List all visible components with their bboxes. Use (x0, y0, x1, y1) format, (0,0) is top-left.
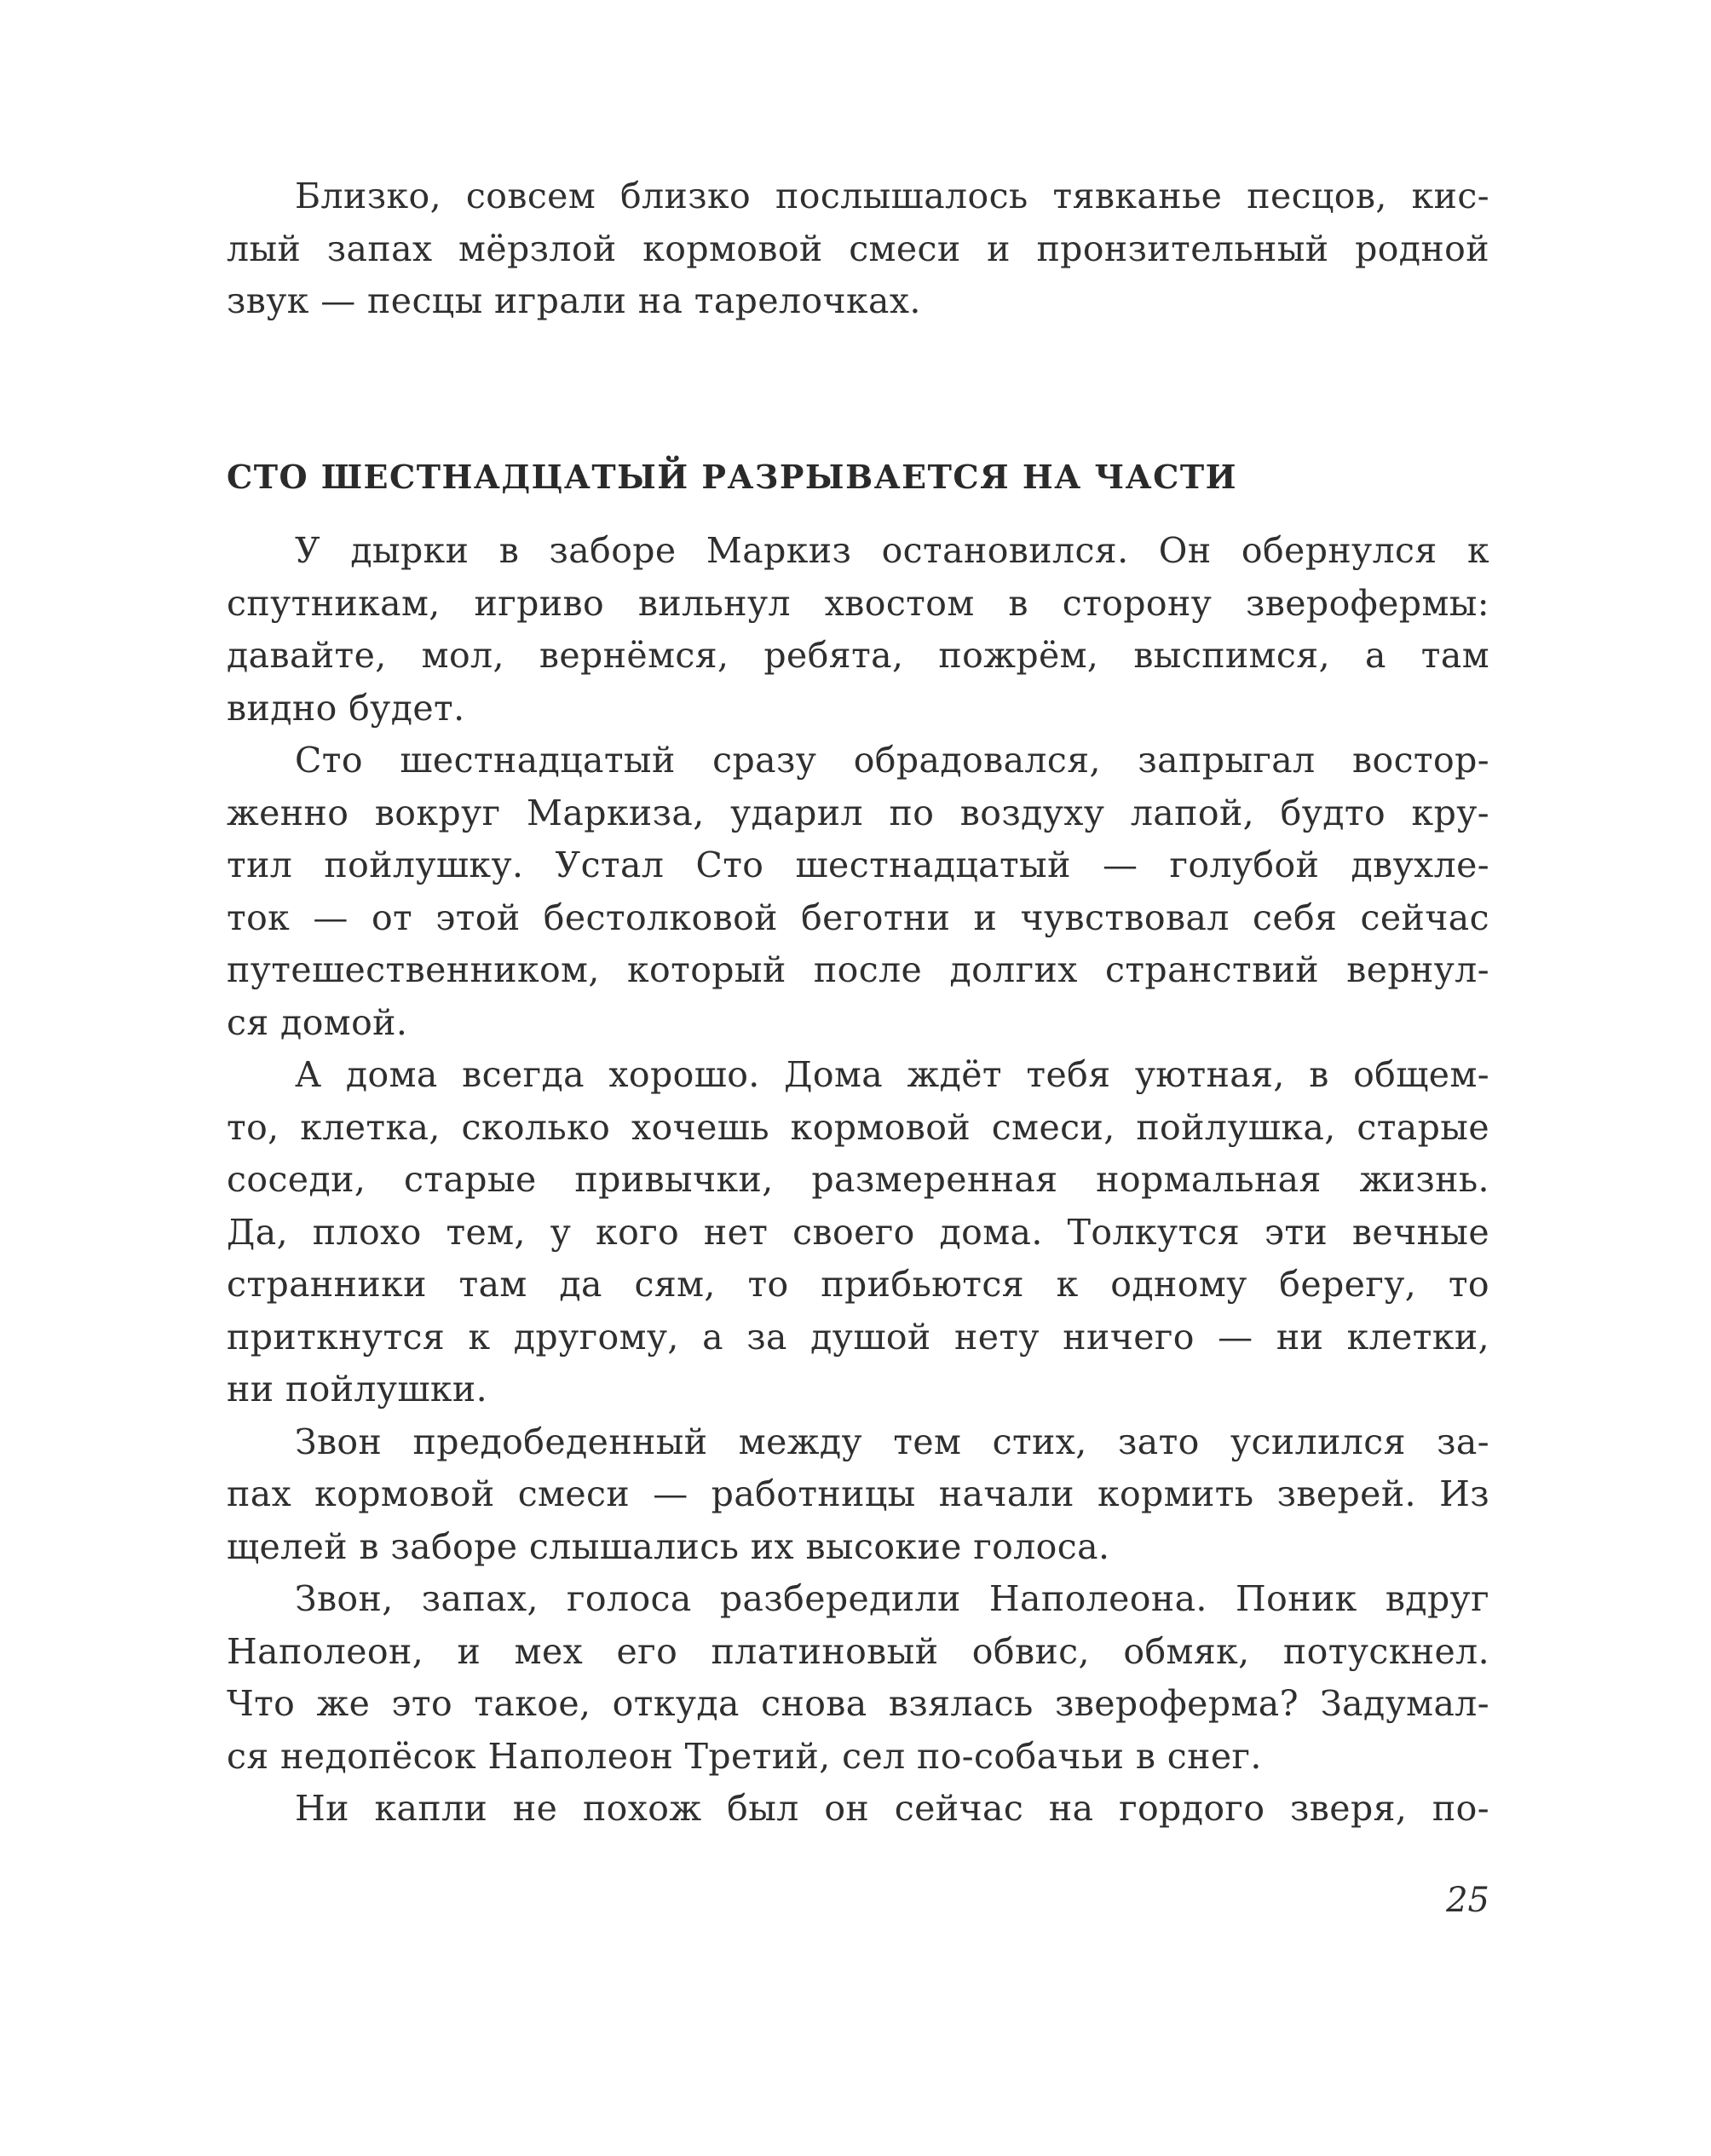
chapter-body (227, 525, 1489, 1836)
text-line: лый запах мёрзлой кормовой смеси и пронзительный родной (227, 228, 1489, 269)
text-line: то, клетка, сколько хочешь кормовой смеси, пойлушка, старые (227, 1106, 1489, 1148)
text-line: ток — от этой бестолковой беготни и чувствовал себя сейчас (227, 896, 1489, 938)
text-line: Звон, запах, голоса разбередили Наполеона. Поник вдруг (295, 1578, 1489, 1619)
text-line: звук — песцы играли на тарелочках. (227, 280, 921, 321)
text-line: путешественником, который после долгих странствий вернул- (227, 949, 1489, 990)
text-line: Наполеон, и мех его платиновый обвис, обмяк, потускнел. (227, 1630, 1489, 1672)
text-line: ся недопёсок Наполеон Третий, сел по-собачьи в снег. (227, 1735, 1262, 1777)
intro-paragraph (227, 170, 1489, 328)
text-line: видно будет. (227, 687, 465, 729)
chapter-title: СТО ШЕСТНАДЦАТЫЙ РАЗРЫВАЕТСЯ НА ЧАСТИ (227, 458, 1238, 496)
text-line: Ни капли не похож был он сейчас на гордого зверя, по- (295, 1788, 1489, 1829)
text-line: пах кормовой смеси — работницы начали кормить зверей. Из (227, 1473, 1489, 1514)
text-line: ни пойлушки. (227, 1369, 488, 1409)
text-line: женно вокруг Маркиза, ударил по воздуху лапой, будто кру- (227, 792, 1489, 833)
page-number: 25 (1446, 1881, 1489, 1920)
text-line: Что же это такое, откуда снова взялась звероферма? Задумал- (227, 1683, 1489, 1724)
text-line: тил пойлушку. Устал Сто шестнадцатый — голубой двухле- (227, 845, 1489, 885)
text-line: странники там да сям, то прибьются к одному берегу, то (227, 1264, 1489, 1305)
text-line: соседи, старые привычки, размеренная нормальная жизнь. (227, 1159, 1489, 1200)
text-line: спутникам, игриво вильнул хвостом в сторону зверофермы: (227, 582, 1489, 624)
text-line: ся домой. (227, 1001, 408, 1043)
text-line: А дома всегда хорошо. Дома ждёт тебя уютная, в общем- (295, 1054, 1489, 1095)
text-line: Близко, совсем близко послышалось тявканье песцов, кис- (295, 176, 1489, 216)
text-line: Звон предобеденный между тем стих, зато усилился за- (295, 1421, 1489, 1462)
text-line: щелей в заборе слышались их высокие голоса. (227, 1525, 1110, 1567)
text-line: У дырки в заборе Маркиз остановился. Он обернулся к (295, 530, 1489, 571)
text-line: приткнутся к другому, а за душой нету ничего — ни клетки, (227, 1316, 1489, 1358)
text-line: давайте, мол, вернёмся, ребята, пожрём, выспимся, а там (227, 635, 1489, 676)
text-line: Да, плохо тем, у кого нет своего дома. Толкутся эти вечные (227, 1211, 1489, 1253)
text-line: Сто шестнадцатый сразу обрадовался, запрыгал востор- (295, 740, 1489, 781)
